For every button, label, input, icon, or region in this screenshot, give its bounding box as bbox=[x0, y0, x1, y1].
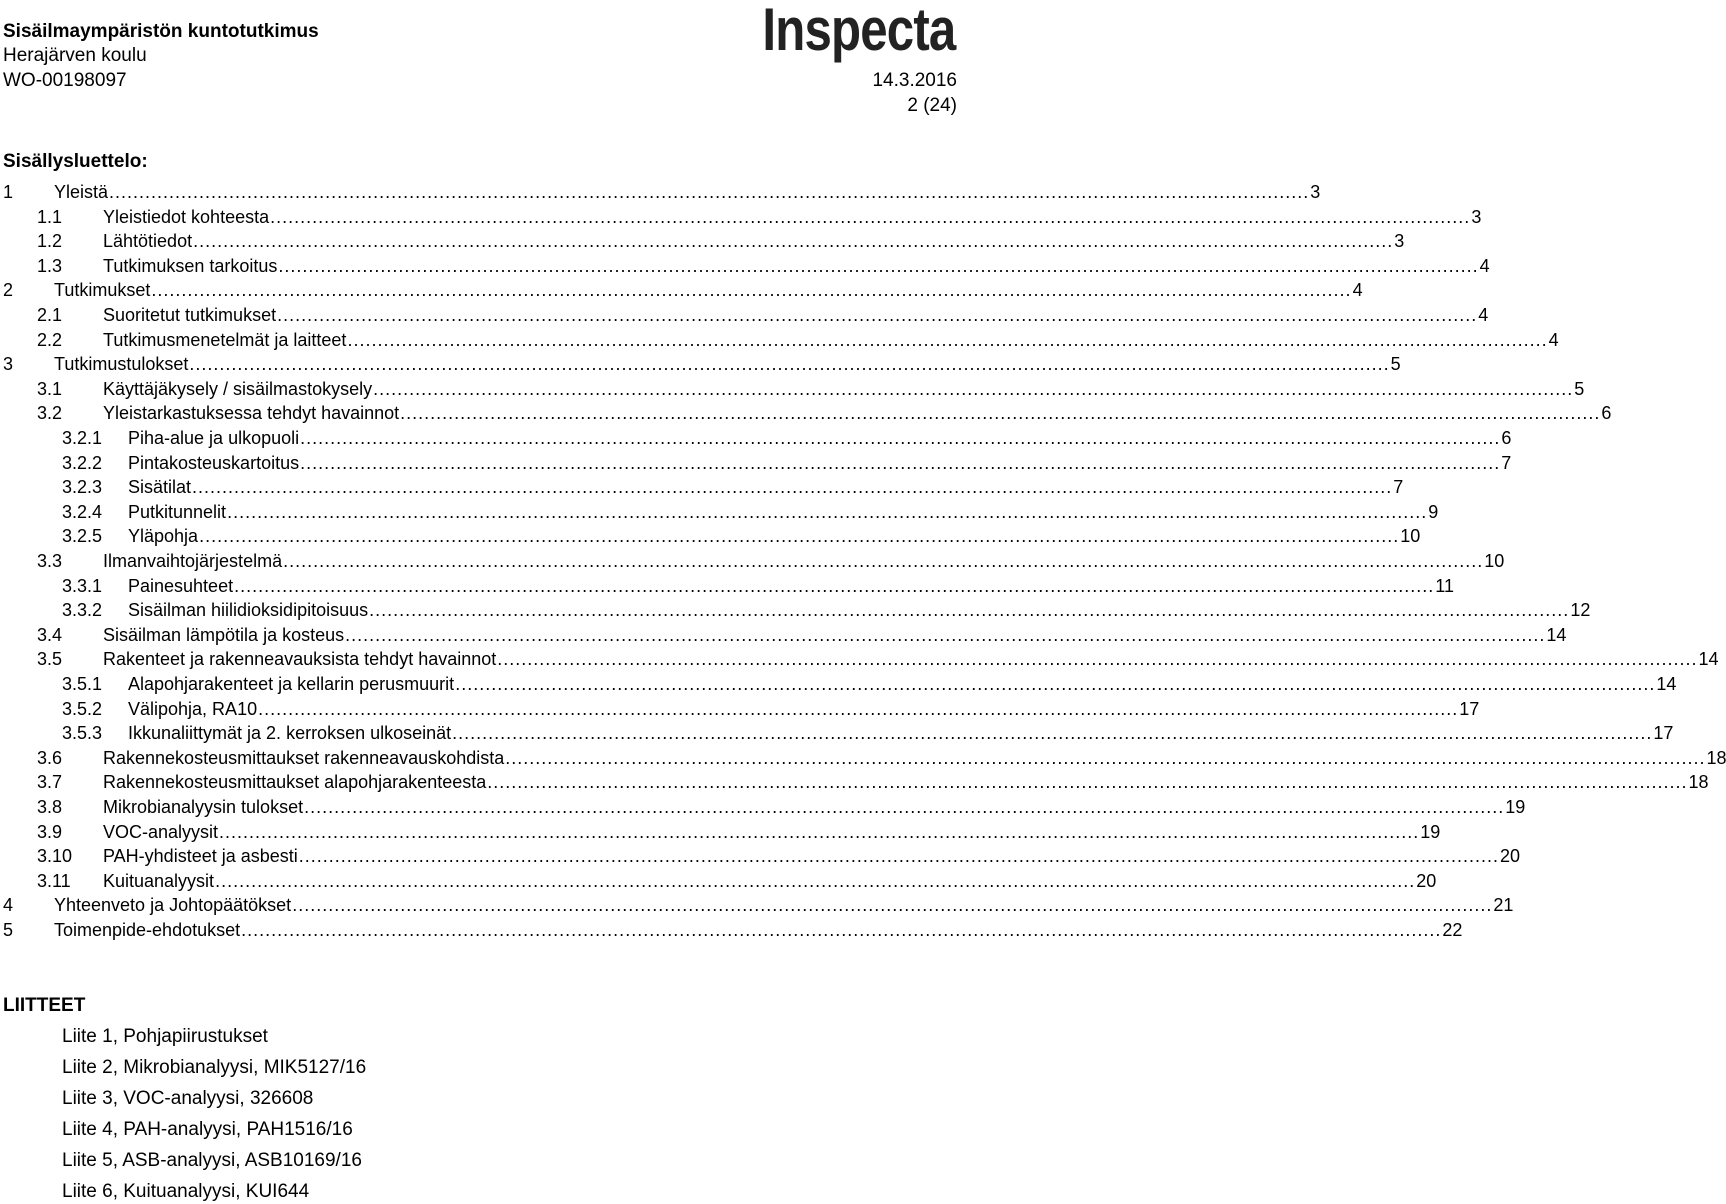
toc-entry-title: Tutkimusmenetelmät ja laitteet bbox=[103, 329, 347, 350]
toc-entry[interactable] bbox=[0, 623, 1567, 648]
toc-entry[interactable] bbox=[0, 328, 1559, 353]
toc-leader-dots: ........................................................................................................................................................................................................ bbox=[505, 747, 1706, 768]
toc-entry[interactable] bbox=[0, 303, 1489, 328]
toc-entry-title: Sisätilat bbox=[128, 477, 192, 498]
toc-leader-dots: ........................................................................................................................................................................................................ bbox=[452, 723, 1653, 744]
toc-leader-dots: ........................................................................................................................................................................................................ bbox=[487, 772, 1688, 793]
toc-entry[interactable] bbox=[0, 672, 1677, 697]
toc-entry-number: 2 bbox=[3, 280, 14, 301]
attachment-item: Liite 5, ASB-analyysi, ASB10169/16 bbox=[62, 1150, 362, 1171]
toc-entry-page: 17 bbox=[1459, 698, 1480, 719]
toc-entry[interactable] bbox=[0, 426, 1512, 451]
toc-entry-page: 3 bbox=[1471, 206, 1482, 227]
toc-entry-title: PAH-yhdisteet ja asbesti bbox=[103, 846, 298, 867]
toc-leader-dots: ........................................................................................................................................................................................................ bbox=[283, 551, 1484, 571]
toc-entry-title: Tutkimukset bbox=[54, 280, 151, 301]
toc-entry-page: 20 bbox=[1416, 870, 1437, 891]
inspecta-logo: Inspecta bbox=[761, 0, 955, 63]
toc-leader-dots: ........................................................................................................................................................................................................ bbox=[234, 575, 1435, 596]
toc-entry[interactable] bbox=[0, 795, 1526, 820]
toc-entry-number: 3.9 bbox=[37, 821, 63, 842]
toc-entry-page: 10 bbox=[1400, 526, 1421, 547]
toc-entry-number: 3.3.1 bbox=[62, 575, 103, 596]
toc-entry-title: Sisäilman hiilidioksidipitoisuus bbox=[128, 600, 369, 621]
toc-entry-number: 3.1 bbox=[37, 378, 63, 399]
toc-entry[interactable] bbox=[0, 180, 1321, 205]
toc-entry-number: 1.1 bbox=[37, 206, 63, 227]
toc-entry-page: 12 bbox=[1570, 600, 1591, 621]
toc-entry[interactable] bbox=[0, 869, 1437, 894]
toc-leader-dots: ........................................................................................................................................................................................................ bbox=[151, 280, 1352, 301]
toc-leader-dots: ........................................................................................................................................................................................................ bbox=[292, 895, 1493, 916]
attachment-item: Liite 3, VOC-analyysi, 326608 bbox=[62, 1088, 314, 1109]
toc-entry-number: 3.11 bbox=[37, 870, 71, 891]
toc-entry-title: Mikrobianalyysin tulokset bbox=[103, 797, 304, 817]
toc-entry-page: 14 bbox=[1656, 674, 1677, 694]
toc-entry-number: 3.2.1 bbox=[62, 428, 103, 448]
toc-leader-dots: ........................................................................................................................................................................................................ bbox=[304, 797, 1505, 817]
toc-leader-dots: ........................................................................................................................................................................................................ bbox=[199, 526, 1400, 547]
toc-entry-title: Toimenpide-ehdotukset bbox=[54, 920, 241, 940]
toc-entry-page: 20 bbox=[1499, 846, 1520, 867]
toc-entry-title: Piha-alue ja ulkopuoli bbox=[128, 428, 300, 448]
document-subtitle: Herajärven koulu bbox=[3, 45, 147, 66]
toc-entry-number: 3 bbox=[3, 354, 14, 375]
toc-entry-page: 11 bbox=[1435, 575, 1454, 596]
toc-entry-title: Painesuhteet bbox=[128, 575, 234, 596]
toc-entry-page: 19 bbox=[1505, 797, 1526, 817]
toc-entry-number: 1.3 bbox=[37, 255, 63, 276]
toc-entry-title: Tutkimustulokset bbox=[54, 354, 189, 375]
toc-entry[interactable] bbox=[0, 549, 1505, 574]
toc-entry-number: 3.7 bbox=[37, 772, 63, 793]
document-title: Sisäilmaympäristön kuntotutkimus bbox=[3, 21, 319, 42]
toc-entry[interactable] bbox=[0, 475, 1404, 500]
toc-entry-title: Ilmanvaihtojärjestelmä bbox=[103, 551, 283, 571]
toc-entry[interactable] bbox=[0, 844, 1520, 869]
toc-entry-page: 6 bbox=[1601, 403, 1612, 424]
toc-leader-dots: ........................................................................................................................................................................................................ bbox=[109, 182, 1310, 202]
toc-entry-page: 22 bbox=[1442, 920, 1463, 940]
toc-entry-number: 1.2 bbox=[37, 231, 63, 252]
toc-entry[interactable] bbox=[0, 918, 1463, 943]
toc-entry-title: Alapohjarakenteet ja kellarin perusmuurit bbox=[128, 674, 455, 694]
toc-entry[interactable] bbox=[0, 451, 1512, 476]
toc-leader-dots: ........................................................................................................................................................................................................ bbox=[298, 846, 1499, 867]
toc-entry[interactable] bbox=[0, 524, 1421, 549]
attachment-item: Liite 1, Pohjapiirustukset bbox=[62, 1026, 268, 1047]
toc-entry-page: 17 bbox=[1653, 723, 1674, 744]
toc-entry[interactable] bbox=[0, 352, 1401, 377]
toc-entry-title: Putkitunnelit bbox=[128, 501, 227, 522]
toc-entry-title: Rakennekosteusmittaukset alapohjarakenteesta bbox=[103, 772, 487, 793]
toc-entry-page: 3 bbox=[1394, 231, 1405, 252]
toc-entry-page: 14 bbox=[1698, 649, 1719, 670]
toc-entry-page: 9 bbox=[1428, 501, 1439, 522]
toc-leader-dots: ........................................................................................................................................................................................................ bbox=[400, 403, 1601, 424]
toc-leader-dots: ........................................................................................................................................................................................................ bbox=[227, 501, 1428, 522]
toc-leader-dots: ........................................................................................................................................................................................................ bbox=[455, 674, 1656, 694]
toc-entry-number: 3.8 bbox=[37, 797, 63, 817]
toc-entry-page: 10 bbox=[1484, 551, 1505, 571]
toc-entry-page: 14 bbox=[1546, 624, 1567, 645]
toc-entry-title: Lähtötiedot bbox=[103, 231, 193, 252]
toc-entry-number: 3.5.1 bbox=[62, 674, 103, 694]
toc-heading: Sisällysluettelo: bbox=[3, 151, 148, 172]
toc-entry[interactable] bbox=[0, 401, 1612, 426]
toc-leader-dots: ........................................................................................................................................................................................................ bbox=[373, 378, 1574, 399]
toc-entry-page: 7 bbox=[1501, 452, 1512, 473]
toc-entry-number: 3.4 bbox=[37, 624, 63, 645]
toc-entry-page: 3 bbox=[1310, 182, 1321, 202]
toc-leader-dots: ........................................................................................................................................................................................................ bbox=[278, 255, 1479, 276]
toc-entry-title: Yleistä bbox=[54, 182, 109, 202]
toc-leader-dots: ........................................................................................................................................................................................................ bbox=[189, 354, 1390, 375]
attachment-item: Liite 4, PAH-analyysi, PAH1516/16 bbox=[62, 1119, 353, 1140]
toc-entry[interactable] bbox=[0, 598, 1591, 623]
toc-entry-title: Sisäilman lämpötila ja kosteus bbox=[103, 624, 345, 645]
toc-entry-number: 3.2 bbox=[37, 403, 63, 424]
toc-entry-number: 3.2.2 bbox=[62, 452, 103, 473]
toc-entry-page: 21 bbox=[1493, 895, 1514, 916]
toc-leader-dots: ........................................................................................................................................................................................................ bbox=[369, 600, 1570, 621]
toc-leader-dots: ........................................................................................................................................................................................................ bbox=[345, 624, 1546, 645]
toc-entry-title: Yleistarkastuksessa tehdyt havainnot bbox=[103, 403, 400, 424]
toc-entry-page: 18 bbox=[1706, 747, 1726, 768]
toc-leader-dots: ........................................................................................................................................................................................................ bbox=[192, 477, 1393, 498]
toc-entry[interactable] bbox=[0, 647, 1719, 672]
toc-leader-dots: ........................................................................................................................................................................................................ bbox=[193, 231, 1394, 252]
toc-entry-page: 4 bbox=[1548, 329, 1559, 350]
toc-entry-title: Rakennekosteusmittaukset rakenneavauskohdista bbox=[103, 747, 505, 768]
toc-entry-title: Ikkunaliittymät ja 2. kerroksen ulkoseinät bbox=[128, 723, 452, 744]
toc-entry-title: Tutkimuksen tarkoitus bbox=[103, 255, 278, 276]
toc-entry-number: 3.6 bbox=[37, 747, 63, 768]
toc-entry-page: 5 bbox=[1574, 378, 1585, 399]
toc-entry[interactable] bbox=[0, 377, 1585, 402]
toc-entry[interactable] bbox=[0, 278, 1363, 303]
toc-entry-number: 2.2 bbox=[37, 329, 63, 350]
toc-entry-number: 4 bbox=[3, 895, 14, 916]
toc-leader-dots: ........................................................................................................................................................................................................ bbox=[347, 329, 1548, 350]
toc-entry[interactable] bbox=[0, 229, 1405, 254]
toc-entry-page: 4 bbox=[1352, 280, 1363, 301]
attachments-heading: LIITTEET bbox=[3, 995, 86, 1016]
toc-entry-number: 3.3 bbox=[37, 551, 63, 571]
toc-entry-title: Suoritetut tutkimukset bbox=[103, 305, 277, 325]
toc-entry-page: 18 bbox=[1688, 772, 1709, 793]
toc-entry[interactable] bbox=[0, 205, 1482, 230]
toc-entry-page: 19 bbox=[1420, 821, 1441, 842]
page-number: 2 (24) bbox=[907, 95, 957, 116]
work-order-number: WO-00198097 bbox=[3, 70, 127, 91]
toc-entry-title: Käyttäjäkysely / sisäilmastokysely bbox=[103, 378, 373, 399]
toc-entry[interactable] bbox=[0, 721, 1674, 746]
toc-entry-number: 3.5.2 bbox=[62, 698, 103, 719]
attachment-item: Liite 2, Mikrobianalyysi, MIK5127/16 bbox=[62, 1057, 367, 1078]
toc-entry-page: 4 bbox=[1479, 255, 1490, 276]
toc-entry[interactable] bbox=[0, 893, 1514, 918]
toc-leader-dots: ........................................................................................................................................................................................................ bbox=[497, 649, 1698, 670]
toc-entry[interactable] bbox=[0, 500, 1439, 525]
toc-entry-page: 7 bbox=[1393, 477, 1404, 498]
toc-entry[interactable] bbox=[0, 254, 1490, 279]
toc-entry-number: 1 bbox=[3, 182, 14, 202]
toc-entry-number: 3.10 bbox=[37, 846, 73, 867]
toc-entry-title: Yleistiedot kohteesta bbox=[103, 206, 270, 227]
toc-leader-dots: ........................................................................................................................................................................................................ bbox=[258, 698, 1459, 719]
toc-entry-number: 2.1 bbox=[37, 305, 63, 325]
toc-entry[interactable] bbox=[0, 574, 1454, 599]
toc-entry-number: 3.2.3 bbox=[62, 477, 103, 498]
toc-entry-title: Pintakosteuskartoitus bbox=[128, 452, 300, 473]
toc-entry[interactable] bbox=[0, 820, 1441, 845]
toc-entry-title: Välipohja, RA10 bbox=[128, 698, 258, 719]
toc-leader-dots: ........................................................................................................................................................................................................ bbox=[219, 821, 1420, 842]
toc-entry-number: 3.2.4 bbox=[62, 501, 103, 522]
toc-entry-number: 3.5 bbox=[37, 649, 63, 670]
toc-leader-dots: ........................................................................................................................................................................................................ bbox=[277, 305, 1478, 325]
page-header bbox=[0, 0, 960, 120]
toc-entry-number: 3.3.2 bbox=[62, 600, 103, 621]
document-date: 14.3.2016 bbox=[872, 70, 957, 91]
toc-entry[interactable] bbox=[0, 697, 1480, 722]
toc-entry-page: 6 bbox=[1501, 428, 1512, 448]
toc-entry-number: 3.2.5 bbox=[62, 526, 103, 547]
toc-entry-title: Rakenteet ja rakenneavauksista tehdyt havainnot bbox=[103, 649, 497, 670]
attachment-item: Liite 6, Kuituanalyysi, KUI644 bbox=[62, 1181, 310, 1202]
toc-leader-dots: ........................................................................................................................................................................................................ bbox=[300, 452, 1501, 473]
toc-leader-dots: ........................................................................................................................................................................................................ bbox=[300, 428, 1501, 448]
toc-leader-dots: ........................................................................................................................................................................................................ bbox=[215, 870, 1416, 891]
toc-entry[interactable] bbox=[0, 746, 1726, 771]
toc-entry-title: VOC-analyysit bbox=[103, 821, 219, 842]
toc-leader-dots: ........................................................................................................................................................................................................ bbox=[270, 206, 1471, 227]
toc-entry-title: Yläpohja bbox=[128, 526, 199, 547]
toc-entry-number: 3.5.3 bbox=[62, 723, 103, 744]
toc-leader-dots: ........................................................................................................................................................................................................ bbox=[241, 920, 1442, 940]
toc-entry-number: 5 bbox=[3, 920, 14, 940]
toc-entry-title: Kuituanalyysit bbox=[103, 870, 215, 891]
toc-entry-page: 5 bbox=[1390, 354, 1401, 375]
toc-entry[interactable] bbox=[0, 770, 1709, 795]
toc-entry-title: Yhteenveto ja Johtopäätökset bbox=[54, 895, 292, 916]
toc-entry-page: 4 bbox=[1478, 305, 1489, 325]
